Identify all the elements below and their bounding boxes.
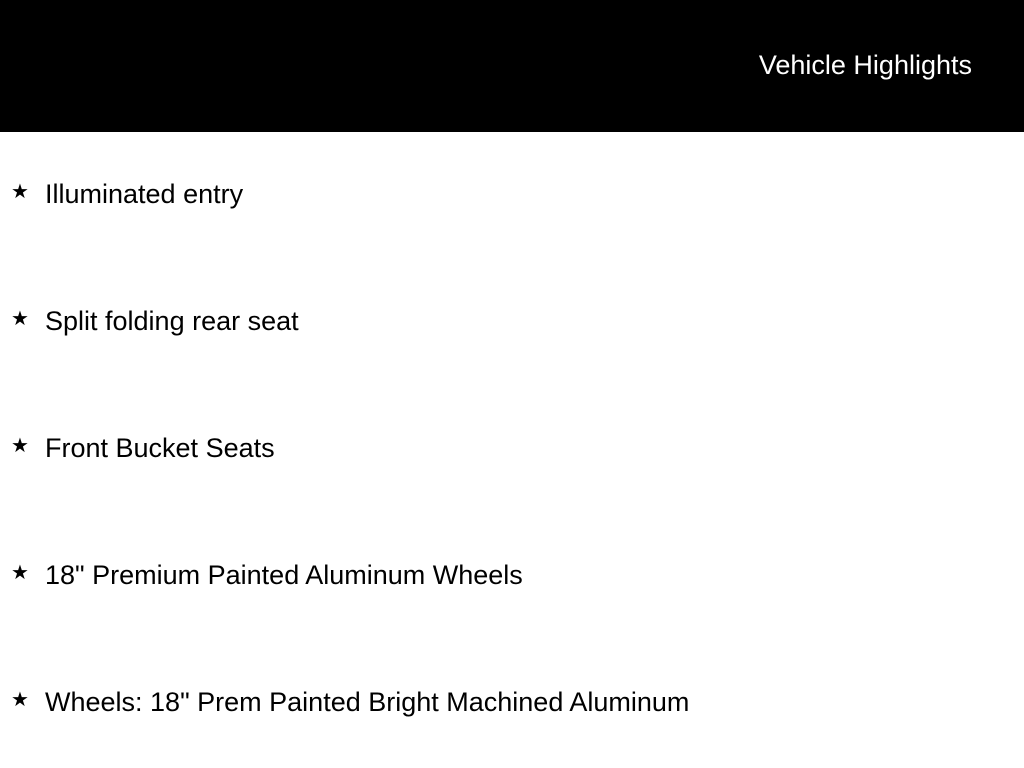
star-icon: ★ [11,562,29,584]
highlight-label: Wheels: 18" Prem Painted Bright Machined Aluminum [45,687,690,717]
highlight-label: Front Bucket Seats [45,433,275,463]
list-item [0,176,1024,216]
page-title: Vehicle Highlights [758,50,972,80]
star-icon: ★ [11,308,29,330]
highlight-label: Illuminated entry [45,179,244,209]
list-item [0,557,1024,597]
star-icon: ★ [11,689,29,711]
highlight-label: Split folding rear seat [45,306,299,336]
list-item [0,684,1024,724]
highlight-label: 18" Premium Painted Aluminum Wheels [45,560,523,590]
header-bar [0,0,1024,132]
list-item [0,430,1024,470]
star-icon: ★ [11,435,29,457]
star-icon: ★ [11,181,29,203]
list-item [0,303,1024,343]
